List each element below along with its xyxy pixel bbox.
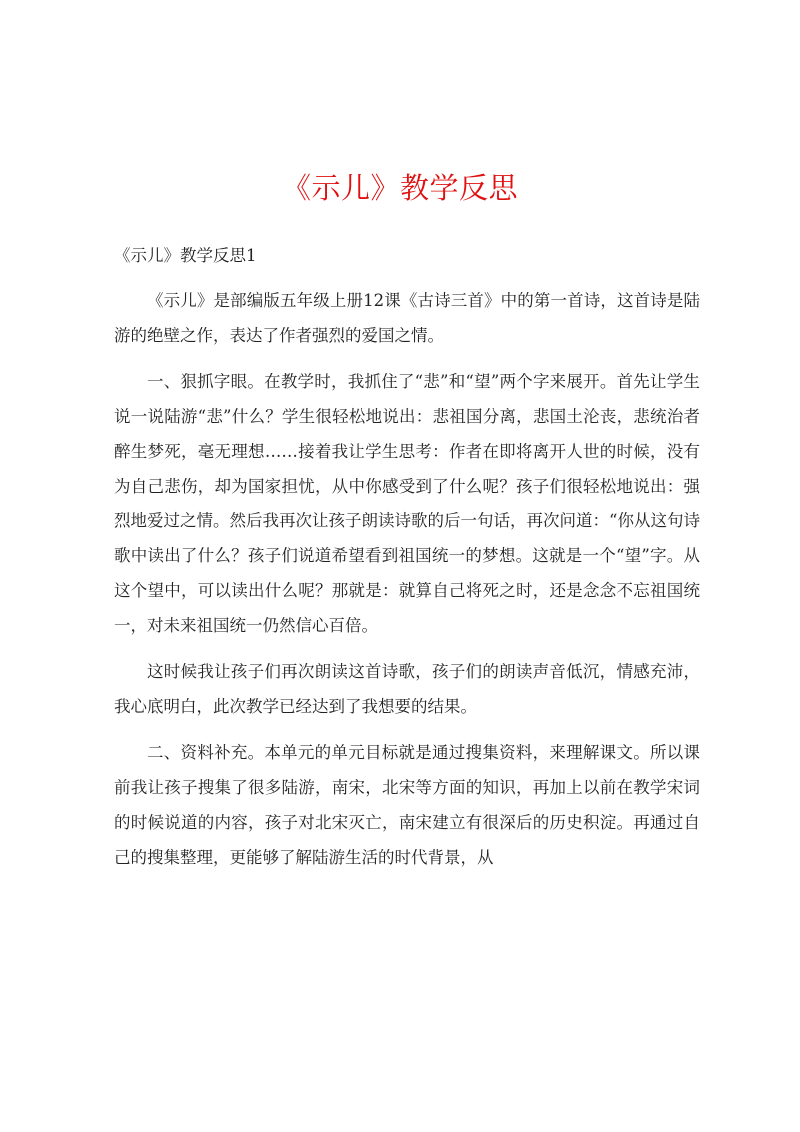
document-body [114,284,700,887]
paragraph-reading: 这时候我让孩子们再次朗读这首诗歌，孩子们的朗读声音低沉，情感充沛，我心底明白，此次教学已经达到了我想要的结果。 [114,662,700,716]
paragraph-materials: 二、资料补充。本单元的单元目标就是通过搜集资料，来理解课文。所以课前我让孩子搜集了很多陆游，南宋，北宋等方面的知识，再加上以前在教学宋词的时候说道的内容，孩子对北宋灭亡，南宋建立有很深后的历史积淀。再通过自己的搜集整理，更能够了解陆游生活的时代背景，从 [114,742,700,867]
paragraph-intro: 《示儿》是部编版五年级上册12课《古诗三首》中的第一首诗，这首诗是陆游的绝壁之作，表达了作者强烈的爱国之情。 [114,291,700,345]
section-heading: 《示儿》教学反思1 [114,246,257,265]
document-title: 《示儿》教学反思 [281,171,518,205]
paragraph-keywords: 一、狠抓字眼。在教学时，我抓住了“悲”和“望”两个字来展开。首先让学生说一说陆游“悲”什么？学生很轻松地说出：悲祖国分离，悲国土沦丧，悲统治者醉生梦死，毫无理想……接着我让学生思考：作者在即将离开人世的时候，没有为自己悲伤，却为国家担忧，从中你感受到了什么呢？孩子们很轻松地说出：强烈地爱过之情。然后我再次让孩子朗读诗歌的后一句话，再次问道：“你从这句诗歌中读出了什么？孩子们说道希望看到祖国统一的梦想。这就是一个“望”字。从这个望中，可以读出什么呢？那就是：就算自己将死之时，还是念念不忘祖国统一，对未来祖国统一仍然信心百倍。 [114,371,700,636]
